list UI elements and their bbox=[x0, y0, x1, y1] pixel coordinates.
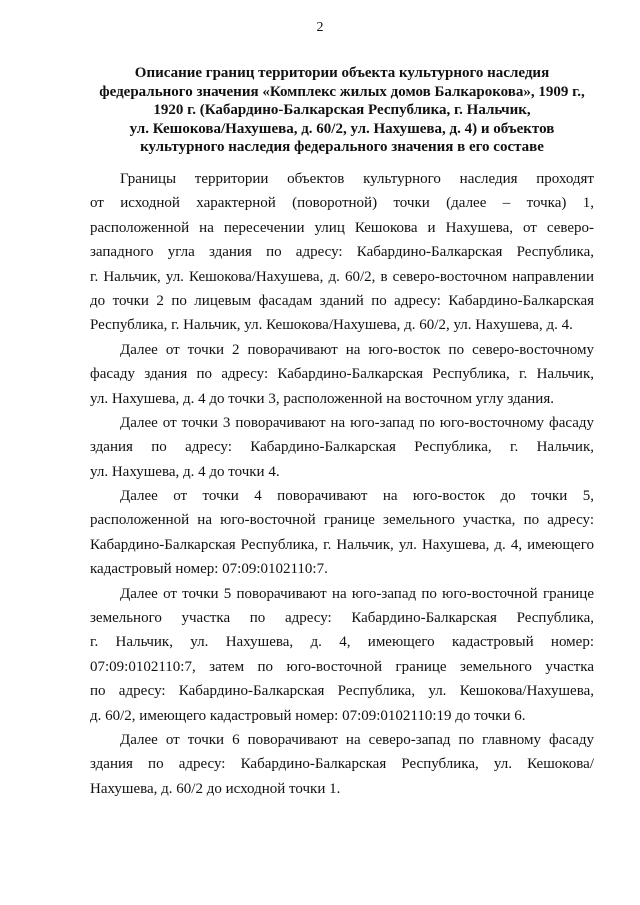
text-line: г. Нальчик, ул. Кешокова/Нахушева, д. 60/2, в северо-восточном направлении bbox=[90, 268, 594, 285]
text-line: до точки 2 по лицевым фасадам зданий по адресу: Кабардино-Балкарская bbox=[90, 292, 594, 309]
title-line: 1920 г. (Кабардино-Балкарская Республика, г. Нальчик, bbox=[153, 102, 531, 119]
document-body bbox=[90, 167, 594, 801]
text-line: Далее от точки 3 поворачивают на юго-запад по юго-восточному фасаду bbox=[120, 414, 594, 431]
text-line: ул. Нахушева, д. 4 до точки 3, расположенной на восточном углу здания. bbox=[90, 390, 554, 407]
text-line: Республика, г. Нальчик, ул. Кешокова/Нахушева, д. 60/2, ул. Нахушева, д. 4. bbox=[90, 317, 573, 334]
title-line: Описание границ территории объекта культурного наследия bbox=[134, 65, 550, 81]
page-number: 2 bbox=[316, 20, 324, 35]
document-title bbox=[90, 64, 594, 157]
text-line: г. Нальчик, ул. Нахушева, д. 4, имеющего кадастровый номер: bbox=[90, 634, 594, 651]
paragraph bbox=[90, 167, 594, 338]
text-line: от исходной характерной (поворотной) точки (далее – точка) 1, bbox=[90, 195, 594, 212]
text-line: д. 60/2, имеющего кадастровый номер: 07:09:0102110:19 до точки 6. bbox=[90, 707, 526, 724]
paragraph bbox=[90, 338, 594, 411]
text-line: земельного участка по адресу: Кабардино-Балкарская Республика, bbox=[90, 610, 594, 627]
title-line: культурного наследия федерального значения в его составе bbox=[140, 139, 544, 156]
text-line: западного угла здания по адресу: Кабардино-Балкарская Республика, bbox=[90, 244, 594, 261]
paragraph bbox=[90, 411, 594, 484]
paragraph bbox=[90, 484, 594, 582]
text-line: здания по адресу: Кабардино-Балкарская Республика, г. Нальчик, bbox=[90, 439, 594, 456]
text-line: по адресу: Кабардино-Балкарская Республика, ул. Кешокова/Нахушева, bbox=[90, 683, 594, 700]
text-line: расположенной на юго-восточной границе земельного участка, по адресу: bbox=[90, 512, 594, 529]
title-line: ул. Кешокова/Нахушева, д. 60/2, ул. Нахушева, д. 4) и объектов bbox=[129, 120, 555, 137]
paragraph bbox=[90, 728, 594, 801]
title-line: федерального значения «Комплекс жилых домов Балкарокова», 1909 г., bbox=[99, 83, 585, 100]
text-line: Границы территории объектов культурного наследия проходят bbox=[120, 171, 594, 187]
text-line: Далее от точки 5 поворачивают на юго-запад по юго-восточной границе bbox=[120, 585, 594, 602]
text-line: ул. Нахушева, д. 4 до точки 4. bbox=[90, 463, 280, 480]
text-line: фасаду здания по адресу: Кабардино-Балкарская Республика, г. Нальчик, bbox=[90, 366, 594, 383]
text-line: кадастровый номер: 07:09:0102110:7. bbox=[90, 561, 328, 578]
text-line: здания по адресу: Кабардино-Балкарская Республика, ул. Кешокова/ bbox=[90, 756, 594, 773]
text-line: Далее от точки 6 поворачивают на северо-запад по главному фасаду bbox=[120, 731, 594, 748]
text-line: расположенной на пересечении улиц Кешокова и Нахушева, от северо- bbox=[90, 219, 594, 236]
text-line: Кабардино-Балкарская Республика, г. Нальчик, ул. Нахушева, д. 4, имеющего bbox=[90, 536, 594, 553]
text-line: 07:09:0102110:7, затем по юго-восточной границе земельного участка bbox=[90, 658, 594, 675]
text-line: Нахушева, д. 60/2 до исходной точки 1. bbox=[90, 780, 341, 797]
paragraph bbox=[90, 582, 594, 728]
text-line: Далее от точки 2 поворачивают на юго-восток по северо-восточному bbox=[120, 341, 594, 358]
text-line: Далее от точки 4 поворачивают на юго-восток до точки 5, bbox=[120, 488, 594, 505]
